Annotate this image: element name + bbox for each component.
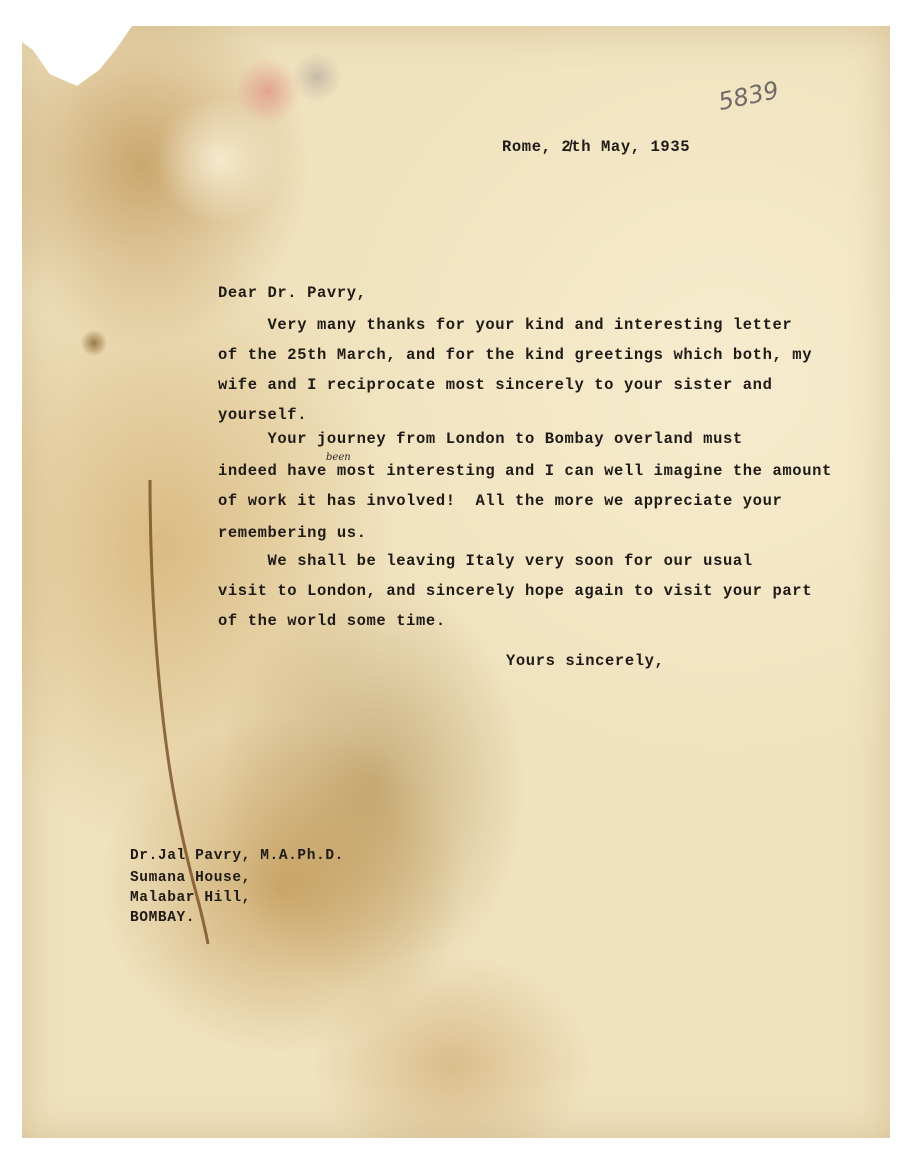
address-line: BOMBAY. (130, 910, 196, 926)
address-line: Dr.Jal Pavry, M.A.Ph.D. (130, 848, 344, 864)
closing: Yours sincerely, (506, 652, 665, 670)
body-line: wife and I reciprocate most sincerely to your sister and (218, 376, 773, 394)
address-line: Sumana House, (130, 870, 251, 886)
archive-number: 5839 (715, 75, 782, 117)
body-line: indeed have most interesting and I can well imagine the amount (218, 462, 832, 480)
address-line: Malabar Hill, (130, 890, 251, 906)
body-line: We shall be leaving Italy very soon for our usual (218, 552, 753, 570)
body-line: of the world some time. (218, 612, 446, 630)
body-line: of work it has involved! All the more we appreciate your (218, 492, 783, 510)
dateline: Rome, 2̸th May, 1935 (502, 138, 691, 156)
body-line: Very many thanks for your kind and interesting letter (218, 316, 793, 334)
handwritten-insert: been (326, 452, 351, 463)
body-line: yourself. (218, 406, 308, 424)
body-line: Your journey from London to Bombay overland must (218, 430, 743, 448)
body-line: remembering us. (218, 524, 367, 542)
salutation: Dear Dr. Pavry, (218, 284, 367, 302)
body-line: visit to London, and sincerely hope again to visit your part (218, 582, 813, 600)
body-line: of the 25th March, and for the kind greetings which both, my (218, 346, 813, 364)
